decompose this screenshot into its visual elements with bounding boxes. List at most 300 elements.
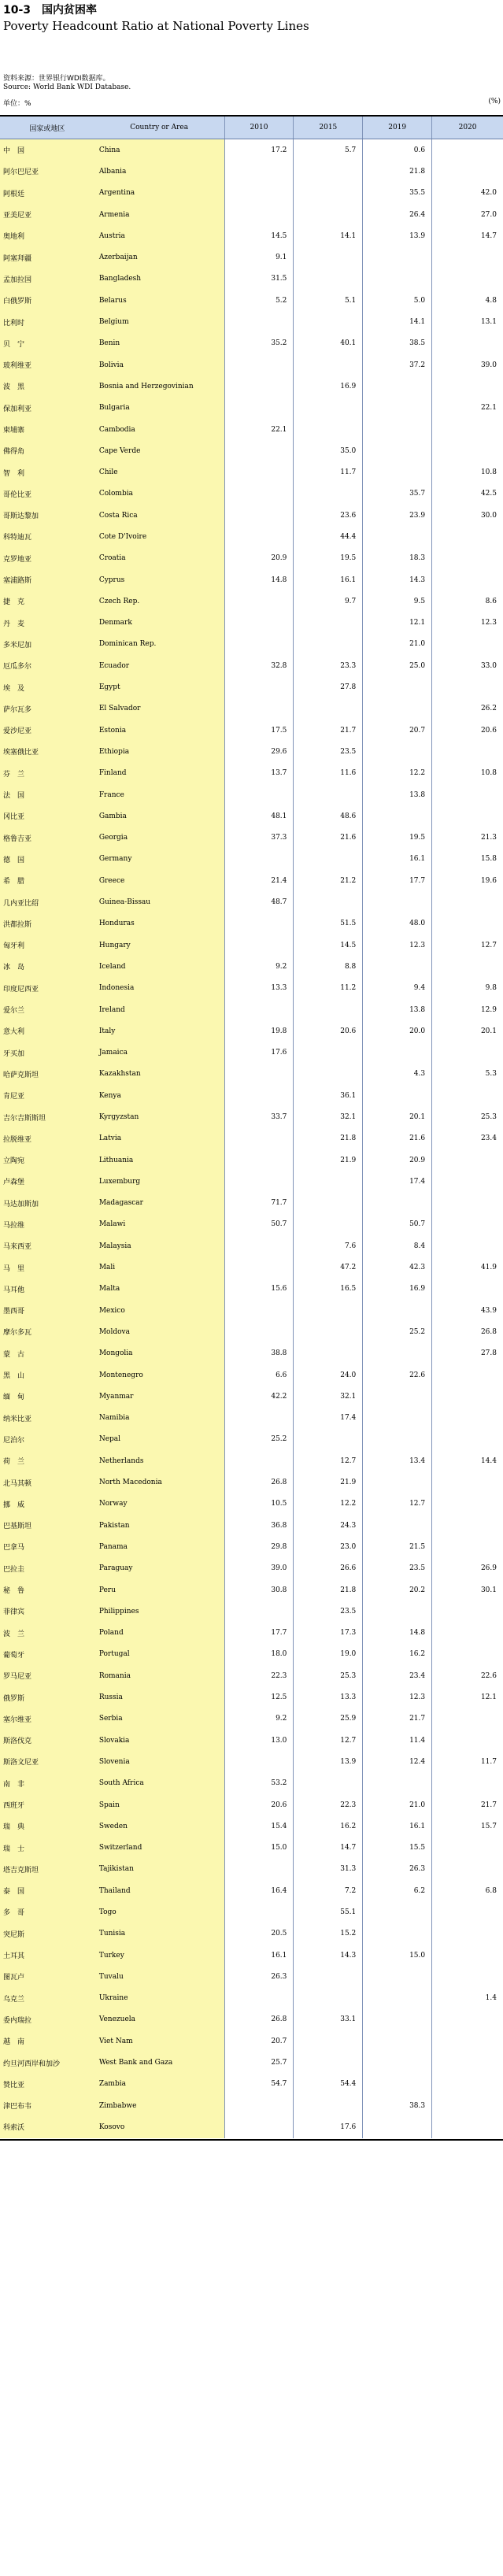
value-2010: [224, 1321, 294, 1342]
country-name-en: Mongolia: [94, 1343, 224, 1364]
value-2020: 26.9: [431, 1558, 503, 1579]
value-2020: [431, 2116, 503, 2137]
country-name-en: Switzerland: [94, 1837, 224, 1858]
country-name-cn: 肯尼亚: [0, 1085, 94, 1106]
country-name-cn: 亚美尼亚: [0, 204, 94, 225]
value-2019: 37.2: [362, 354, 431, 376]
value-2020: [431, 1773, 503, 1794]
country-name-cn: 法 国: [0, 784, 94, 805]
value-2020: [431, 246, 503, 268]
value-2020: 23.4: [431, 1128, 503, 1149]
source-note-cn: 资料来源：世界银行WDI数据库。: [3, 75, 110, 83]
value-2020: 12.7: [431, 935, 503, 956]
country-name-cn: 多米尼加: [0, 634, 94, 655]
table-row: [0, 613, 503, 634]
value-2015: 33.1: [293, 2009, 362, 2030]
value-2020: [431, 1279, 503, 1300]
value-2019: 21.0: [362, 634, 431, 655]
value-2010: 26.3: [224, 1966, 294, 1987]
country-name-en: Thailand: [94, 1880, 224, 1901]
value-2015: 7.6: [293, 1235, 362, 1257]
country-name-cn: 塞尔维亚: [0, 1708, 94, 1730]
value-2010: [224, 1450, 294, 1471]
country-name-cn: 奥地利: [0, 225, 94, 246]
value-2020: [431, 1493, 503, 1515]
value-2019: 6.2: [362, 1880, 431, 1901]
table-row: [0, 1493, 503, 1515]
value-2020: 33.0: [431, 655, 503, 676]
value-2015: 13.9: [293, 1751, 362, 1772]
value-2020: [431, 1536, 503, 1557]
value-2019: [362, 268, 431, 290]
country-name-cn: 摩尔多瓦: [0, 1321, 94, 1342]
table-row: [0, 1751, 503, 1772]
value-2019: 25.2: [362, 1321, 431, 1342]
value-2010: [224, 483, 294, 505]
value-2010: [224, 1064, 294, 1085]
value-2015: 48.6: [293, 805, 362, 827]
country-name-cn: 西班牙: [0, 1794, 94, 1815]
country-name-cn: 马拉维: [0, 1214, 94, 1235]
value-2019: [362, 676, 431, 698]
value-2019: 15.0: [362, 1945, 431, 1966]
value-2020: [431, 1386, 503, 1407]
country-name-en: Indonesia: [94, 978, 224, 999]
country-name-en: Benin: [94, 333, 224, 354]
value-2010: 54.7: [224, 2074, 294, 2095]
table-row: [0, 2074, 503, 2095]
value-2010: 17.2: [224, 139, 294, 161]
value-2015: 21.2: [293, 870, 362, 891]
value-2015: [293, 419, 362, 440]
value-2020: [431, 1644, 503, 1665]
country-name-cn: 黑 山: [0, 1364, 94, 1386]
value-2010: [224, 1149, 294, 1171]
value-2010: [224, 698, 294, 720]
table-row: [0, 419, 503, 440]
table-row: [0, 1408, 503, 1429]
value-2015: 17.3: [293, 1622, 362, 1643]
country-name-en: Jamaica: [94, 1042, 224, 1063]
value-2010: [224, 1901, 294, 1923]
country-name-cn: 埃塞俄比亚: [0, 741, 94, 762]
table-row: [0, 1321, 503, 1342]
country-name-en: Belarus: [94, 290, 224, 311]
country-name-en: South Africa: [94, 1773, 224, 1794]
value-2019: 14.3: [362, 569, 431, 590]
country-name-cn: 卢森堡: [0, 1171, 94, 1192]
table-row: [0, 225, 503, 246]
value-2019: [362, 398, 431, 419]
value-2020: [431, 548, 503, 569]
country-name-en: Kazakhstan: [94, 1064, 224, 1085]
value-2015: [293, 784, 362, 805]
country-name-en: Luxemburg: [94, 1171, 224, 1192]
value-2015: [293, 2095, 362, 2116]
value-2019: 18.3: [362, 548, 431, 569]
table-row: [0, 1686, 503, 1708]
country-name-cn: 墨西哥: [0, 1300, 94, 1321]
value-2020: 21.7: [431, 1794, 503, 1815]
value-2010: [224, 2116, 294, 2137]
value-2020: 5.3: [431, 1064, 503, 1085]
country-name-en: Ecuador: [94, 655, 224, 676]
value-2019: 20.7: [362, 720, 431, 741]
country-name-cn: 多 哥: [0, 1901, 94, 1923]
country-name-cn: 牙买加: [0, 1042, 94, 1063]
value-2019: 35.5: [362, 183, 431, 204]
table-bottom-rule: [0, 2139, 503, 2141]
value-2015: [293, 1966, 362, 1987]
value-2010: [224, 784, 294, 805]
value-2010: [224, 1408, 294, 1429]
country-name-en: Zimbabwe: [94, 2095, 224, 2116]
country-name-en: Poland: [94, 1622, 224, 1643]
value-2019: 12.3: [362, 935, 431, 956]
country-name-cn: 希 腊: [0, 870, 94, 891]
table-row: [0, 1558, 503, 1579]
page-header: [0, 0, 503, 118]
country-name-cn: 埃 及: [0, 676, 94, 698]
value-2015: 12.7: [293, 1450, 362, 1471]
value-2019: [362, 2116, 431, 2137]
table-row: [0, 1235, 503, 1257]
table-row: [0, 1901, 503, 1923]
table-row: [0, 655, 503, 676]
value-2020: [431, 139, 503, 161]
country-name-cn: 孟加拉国: [0, 268, 94, 290]
country-name-en: Guinea-Bissau: [94, 891, 224, 912]
table-row: [0, 376, 503, 397]
value-2019: [362, 376, 431, 397]
country-name-en: Bulgaria: [94, 398, 224, 419]
value-2019: 26.4: [362, 204, 431, 225]
value-2019: 12.3: [362, 1686, 431, 1708]
value-2010: 20.5: [224, 1923, 294, 1945]
table-row: [0, 1085, 503, 1106]
country-name-cn: 瑞 典: [0, 1815, 94, 1837]
value-2015: 21.9: [293, 1149, 362, 1171]
value-2020: [431, 1171, 503, 1192]
country-name-en: Turkey: [94, 1945, 224, 1966]
value-2020: 8.6: [431, 590, 503, 612]
value-2019: 12.2: [362, 763, 431, 784]
country-name-en: Paraguay: [94, 1558, 224, 1579]
value-2010: [224, 1235, 294, 1257]
value-2020: [431, 634, 503, 655]
country-name-en: Zambia: [94, 2074, 224, 2095]
value-2019: [362, 741, 431, 762]
value-2015: 7.2: [293, 1880, 362, 1901]
table-row: [0, 1279, 503, 1300]
value-2010: 25.2: [224, 1429, 294, 1450]
value-2020: 27.8: [431, 1343, 503, 1364]
value-2015: 23.5: [293, 1601, 362, 1622]
value-2020: 14.4: [431, 1450, 503, 1471]
value-2010: [224, 913, 294, 935]
value-2019: 20.2: [362, 1579, 431, 1601]
country-name-en: Malta: [94, 1279, 224, 1300]
source-note-en: Source: World Bank WDI Database.: [3, 83, 131, 91]
value-2010: [224, 1300, 294, 1321]
value-2020: [431, 569, 503, 590]
value-2020: [431, 268, 503, 290]
value-2015: 32.1: [293, 1106, 362, 1127]
value-2010: 9.1: [224, 246, 294, 268]
table-row: [0, 2030, 503, 2052]
value-2010: [224, 161, 294, 182]
value-2015: 16.1: [293, 569, 362, 590]
country-name-en: Sweden: [94, 1815, 224, 1837]
country-name-en: Romania: [94, 1665, 224, 1686]
country-name-cn: 塞浦路斯: [0, 569, 94, 590]
value-2010: [224, 1988, 294, 2009]
value-2020: [431, 2009, 503, 2030]
value-2019: 12.1: [362, 613, 431, 634]
country-name-cn: 赞比亚: [0, 2074, 94, 2095]
value-2015: [293, 161, 362, 182]
value-2015: [293, 613, 362, 634]
country-name-en: Cote D'Ivoire: [94, 526, 224, 547]
value-2010: 19.8: [224, 1020, 294, 1042]
value-2019: [362, 461, 431, 483]
value-2015: 25.9: [293, 1708, 362, 1730]
country-name-en: Slovakia: [94, 1730, 224, 1751]
value-2015: [293, 1042, 362, 1063]
value-2010: [224, 183, 294, 204]
country-name-en: Namibia: [94, 1408, 224, 1429]
value-2019: 9.4: [362, 978, 431, 999]
value-2010: [224, 1601, 294, 1622]
value-2019: [362, 440, 431, 461]
value-2010: [224, 1257, 294, 1278]
value-2010: [224, 590, 294, 612]
table-row: [0, 827, 503, 849]
country-name-en: Slovenia: [94, 1751, 224, 1772]
value-2015: 23.5: [293, 741, 362, 762]
value-2015: 12.7: [293, 1730, 362, 1751]
value-2015: 25.3: [293, 1665, 362, 1686]
value-2015: 31.3: [293, 1859, 362, 1880]
country-name-en: Ethiopia: [94, 741, 224, 762]
country-name-en: Pakistan: [94, 1515, 224, 1536]
value-2010: 12.5: [224, 1686, 294, 1708]
table-row: [0, 1730, 503, 1751]
table-row: [0, 763, 503, 784]
country-name-cn: 秘 鲁: [0, 1579, 94, 1601]
country-name-en: Panama: [94, 1536, 224, 1557]
value-2019: 20.1: [362, 1106, 431, 1127]
table-row: [0, 526, 503, 547]
value-2019: 5.0: [362, 290, 431, 311]
table-row: [0, 398, 503, 419]
table-header-row: [0, 115, 503, 139]
table-row: [0, 204, 503, 225]
value-2015: [293, 1343, 362, 1364]
value-2010: [224, 376, 294, 397]
country-name-en: Bangladesh: [94, 268, 224, 290]
value-2020: 10.8: [431, 461, 503, 483]
table-row: [0, 161, 503, 182]
table-row: [0, 913, 503, 935]
table-row: [0, 1386, 503, 1407]
value-2019: [362, 419, 431, 440]
value-2010: 14.8: [224, 569, 294, 590]
table-row: [0, 1020, 503, 1042]
value-2010: [224, 461, 294, 483]
value-2015: [293, 999, 362, 1020]
value-2019: 8.4: [362, 1235, 431, 1257]
table-row: [0, 1042, 503, 1063]
value-2019: [362, 2052, 431, 2073]
country-name-en: Estonia: [94, 720, 224, 741]
value-2015: 26.6: [293, 1558, 362, 1579]
value-2010: [224, 440, 294, 461]
value-2019: [362, 1429, 431, 1450]
table-row: [0, 246, 503, 268]
value-2015: 35.0: [293, 440, 362, 461]
value-2020: 22.6: [431, 1665, 503, 1686]
value-2010: 17.6: [224, 1042, 294, 1063]
value-2019: [362, 1408, 431, 1429]
table-row: [0, 2095, 503, 2116]
value-2020: 14.7: [431, 225, 503, 246]
country-name-en: Armenia: [94, 204, 224, 225]
value-2020: [431, 891, 503, 912]
value-2015: 11.2: [293, 978, 362, 999]
country-name-en: Kenya: [94, 1085, 224, 1106]
country-name-en: Russia: [94, 1686, 224, 1708]
table-row: [0, 1601, 503, 1622]
value-2010: 22.1: [224, 419, 294, 440]
table-row: [0, 1579, 503, 1601]
table-title-cn: 10-3 国内贫困率: [3, 4, 98, 17]
value-2010: 10.5: [224, 1493, 294, 1515]
value-2015: 40.1: [293, 333, 362, 354]
value-2019: 4.3: [362, 1064, 431, 1085]
value-2010: [224, 526, 294, 547]
value-2020: [431, 1837, 503, 1858]
value-2010: [224, 505, 294, 526]
value-2019: 25.0: [362, 655, 431, 676]
value-2015: 21.9: [293, 1471, 362, 1493]
value-2015: 27.8: [293, 676, 362, 698]
country-name-en: Kyrgyzstan: [94, 1106, 224, 1127]
value-2015: 14.1: [293, 225, 362, 246]
value-2019: [362, 1471, 431, 1493]
value-2019: 26.3: [362, 1859, 431, 1880]
value-2019: 17.4: [362, 1171, 431, 1192]
value-2020: [431, 1408, 503, 1429]
country-name-cn: 斯洛伐克: [0, 1730, 94, 1751]
value-2010: 17.7: [224, 1622, 294, 1643]
table-row: [0, 1364, 503, 1386]
value-2015: 17.6: [293, 2116, 362, 2137]
value-2010: 48.1: [224, 805, 294, 827]
country-name-en: Cape Verde: [94, 440, 224, 461]
country-name-cn: 津巴布韦: [0, 2095, 94, 2116]
value-2019: 35.7: [362, 483, 431, 505]
country-name-en: Norway: [94, 1493, 224, 1515]
country-name-cn: 泰 国: [0, 1880, 94, 1901]
value-2020: [431, 1042, 503, 1063]
value-2020: 20.6: [431, 720, 503, 741]
value-2019: 0.6: [362, 139, 431, 161]
country-name-en: Belgium: [94, 311, 224, 332]
country-name-cn: 阿尔巴尼亚: [0, 161, 94, 182]
value-2020: [431, 784, 503, 805]
table-row: [0, 1837, 503, 1858]
value-2010: 20.7: [224, 2030, 294, 2052]
value-2010: [224, 354, 294, 376]
value-2010: 48.7: [224, 891, 294, 912]
value-2019: 50.7: [362, 1214, 431, 1235]
unit-label: 单位：%: [3, 100, 31, 108]
value-2020: [431, 1149, 503, 1171]
value-2015: 5.7: [293, 139, 362, 161]
value-2010: 29.6: [224, 741, 294, 762]
country-name-en: Egypt: [94, 676, 224, 698]
value-2020: [431, 1471, 503, 1493]
table-row: [0, 139, 503, 161]
value-2015: [293, 634, 362, 655]
country-name-cn: 几内亚比绍: [0, 891, 94, 912]
country-name-cn: 哥伦比亚: [0, 483, 94, 505]
value-2020: 12.9: [431, 999, 503, 1020]
country-name-cn: 北马其顿: [0, 1471, 94, 1493]
value-2019: 13.8: [362, 784, 431, 805]
country-name-cn: 乌克兰: [0, 1988, 94, 2009]
country-name-cn: 巴拉圭: [0, 1558, 94, 1579]
value-2015: 21.6: [293, 827, 362, 849]
value-2020: [431, 419, 503, 440]
country-name-cn: 尼泊尔: [0, 1429, 94, 1450]
country-name-en: Lithuania: [94, 1149, 224, 1171]
country-name-cn: 马来西亚: [0, 1235, 94, 1257]
value-2020: [431, 1945, 503, 1966]
table-row: [0, 1708, 503, 1730]
value-2019: 23.9: [362, 505, 431, 526]
value-2019: [362, 1085, 431, 1106]
value-2015: 14.3: [293, 1945, 362, 1966]
country-name-cn: 纳米比亚: [0, 1408, 94, 1429]
value-2010: [224, 1859, 294, 1880]
table-row: [0, 870, 503, 891]
value-2015: 9.7: [293, 590, 362, 612]
country-name-cn: 洪都拉斯: [0, 913, 94, 935]
country-name-en: China: [94, 139, 224, 161]
country-name-en: Philippines: [94, 1601, 224, 1622]
country-name-en: Spain: [94, 1794, 224, 1815]
table-row: [0, 805, 503, 827]
country-name-en: Costa Rica: [94, 505, 224, 526]
value-2015: 16.5: [293, 1279, 362, 1300]
country-name-cn: 吉尔吉斯斯坦: [0, 1106, 94, 1127]
value-2019: 16.9: [362, 1279, 431, 1300]
value-2019: [362, 1193, 431, 1214]
country-name-en: El Salvador: [94, 698, 224, 720]
value-2015: 51.5: [293, 913, 362, 935]
value-2019: [362, 1601, 431, 1622]
country-name-cn: 巴拿马: [0, 1536, 94, 1557]
value-2015: [293, 311, 362, 332]
country-name-en: Georgia: [94, 827, 224, 849]
country-name-en: Dominican Rep.: [94, 634, 224, 655]
country-name-en: Netherlands: [94, 1450, 224, 1471]
value-2020: [431, 1622, 503, 1643]
value-2010: 25.7: [224, 2052, 294, 2073]
value-2020: 21.3: [431, 827, 503, 849]
